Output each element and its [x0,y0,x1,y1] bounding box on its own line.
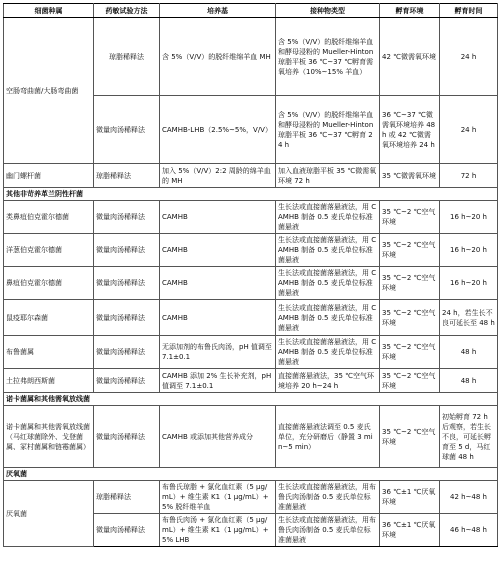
inoculum-cell: 生长法或直接菌落悬液法，用 CAMHB 制备 0.5 麦氏单位标准菌悬液 [276,336,380,369]
header-cell: 接种物类型 [276,4,380,18]
time-cell: 24 h [440,18,498,96]
inoculum-cell: 生长法或直接菌落悬液法，用 CAMHB 制备 0.5 麦氏单位标准菌悬液 [276,300,380,336]
table-row [4,300,498,336]
atmosphere-cell: 35 ℃~2 ℃空气环境 [380,234,440,267]
medium-cell: 布鲁氏肉汤 + 氯化血红素（5 μg/mL）+ 维生素 K1（1 μg/mL）+ 5% LHB [160,514,276,547]
time-cell: 42 h~48 h [440,481,498,514]
medium-cell: 加入 5%（V/V）2:2 周龄的绵羊血的 MH [160,164,276,188]
inoculum-cell: 生长法或直接菌落悬液法，用 CAMHB 制备 0.5 麦氏单位标准菌悬液 [276,201,380,234]
organism-cell: 土拉弗朗西斯菌 [4,369,94,393]
table-row [4,406,498,468]
time-cell: 46 h~48 h [440,514,498,547]
time-cell: 48 h [440,336,498,369]
table-row [4,234,498,267]
header-cell: 孵育环境 [380,4,440,18]
medium-cell: CAMHB 或添加其他营养成分 [160,406,276,468]
atmosphere-cell: 36 ℃~37 ℃微需氧环境培养 48 h 或 42 ℃微需氧环境培养 24 h [380,96,440,164]
document-page [0,3,500,578]
section-row [4,468,498,481]
organism-cell: 鼠疫耶尔森菌 [4,300,94,336]
section-title: 厌氧菌 [4,468,498,481]
medium-cell: 含 5%（V/V）的脱纤维绵羊血 MH [160,18,276,96]
inoculum-cell: 直接菌落悬液法，35 ℃空气环境培养 20 h~24 h [276,369,380,393]
atmosphere-cell: 42 ℃微需氧环境 [380,18,440,96]
medium-cell: CAMHB-LHB（2.5%~5%，V/V） [160,96,276,164]
atmosphere-cell: 35 ℃~2 ℃空气环境 [380,267,440,300]
method-cell: 微量肉汤稀释法 [94,300,160,336]
table-row [4,481,498,514]
method-cell: 微量肉汤稀释法 [94,96,160,164]
medium-cell: CAMHB [160,300,276,336]
time-cell: 16 h~20 h [440,267,498,300]
inoculum-cell: 生长法或直接菌落悬液法，用布鲁氏肉汤制备 0.5 麦氏单位标准菌悬液 [276,514,380,547]
inoculum-cell: 生长法或直接菌落悬液法，用 CAMHB 制备 0.5 麦氏单位标准菌悬液 [276,267,380,300]
header-cell: 药敏试验方法 [94,4,160,18]
section-title: 诺卡菌属和其他需氧放线菌 [4,393,498,406]
table-row [4,18,498,96]
organism-cell: 类鼻疽伯克霍尔德菌 [4,201,94,234]
method-cell: 琼脂稀释法 [94,481,160,514]
inoculum-cell: 加入血液琼脂平板 35 ℃微需氧环境 72 h [276,164,380,188]
time-cell: 72 h [440,164,498,188]
organism-cell: 幽门螺杆菌 [4,164,94,188]
section-row [4,393,498,406]
method-cell: 微量肉汤稀释法 [94,201,160,234]
inoculum-cell: 含 5%（V/V）的脱纤维绵羊血和酵母浸粉的 Mueller-Hinton 琼脂平板 36 ℃~37 ℃孵育需氧培养（10%~15% 羊血） [276,18,380,96]
atmosphere-cell: 35 ℃~2 ℃空气环境 [380,406,440,468]
atmosphere-cell: 36 ℃±1 ℃厌氧环境 [380,481,440,514]
table-header-row [4,4,498,18]
section-title: 其他非苛养革兰阴性杆菌 [4,188,498,201]
medium-cell: CAMHB [160,201,276,234]
atmosphere-cell: 35 ℃~2 ℃空气环境 [380,300,440,336]
method-cell: 微量肉汤稀释法 [94,406,160,468]
header-cell: 细菌种属 [4,4,94,18]
header-cell: 孵育时间 [440,4,498,18]
method-cell: 微量肉汤稀释法 [94,267,160,300]
medium-cell: CAMHB [160,234,276,267]
table-row [4,201,498,234]
method-cell: 琼脂稀释法 [94,164,160,188]
table-row [4,336,498,369]
inoculum-cell: 生长法或直接菌落悬液法，用布鲁氏肉汤制备 0.5 麦氏单位标准菌悬液 [276,481,380,514]
method-cell: 微量肉汤稀释法 [94,514,160,547]
atmosphere-cell: 35 ℃~2 ℃空气环境 [380,336,440,369]
atmosphere-cell: 36 ℃±1 ℃厌氧环境 [380,514,440,547]
time-cell: 24 h，若生长不良可延长至 48 h [440,300,498,336]
atmosphere-cell: 35 ℃~2 ℃空气环境 [380,369,440,393]
method-cell: 微量肉汤稀释法 [94,336,160,369]
organism-cell: 洋葱伯克霍尔德菌 [4,234,94,267]
table-row [4,369,498,393]
inoculum-cell: 直接菌落悬液法调至 0.5 麦氏单位，充分研磨后（静置 3 min~5 min） [276,406,380,468]
organism-cell: 诺卡菌属和其他需氧放线菌（马红球菌除外、戈登菌属、冢村菌属和链霉菌属） [4,406,94,468]
organism-cell: 厌氧菌 [4,481,94,547]
organism-cell: 布鲁菌属 [4,336,94,369]
table-row [4,267,498,300]
organism-cell: 空肠弯曲菌/大肠弯曲菌 [4,18,94,164]
medium-cell: 无添加剂的布鲁氏肉汤，pH 值调至 7.1±0.1 [160,336,276,369]
susceptibility-table [3,3,498,547]
inoculum-cell: 含 5%（V/V）的脱纤维绵羊血和酵母浸粉的 Mueller-Hinton 琼脂平板 36 ℃~37 ℃孵育 24 h [276,96,380,164]
method-cell: 微量肉汤稀释法 [94,369,160,393]
time-cell: 初始孵育 72 h 后观察，若生长不良，可延长孵育至 5 d，马红球菌 48 h [440,406,498,468]
method-cell: 微量肉汤稀释法 [94,234,160,267]
medium-cell: CAMHB 添加 2% 生长补充剂，pH 值调至 7.1±0.1 [160,369,276,393]
time-cell: 16 h~20 h [440,234,498,267]
organism-cell: 鼻疽伯克霍尔德菌 [4,267,94,300]
time-cell: 24 h [440,96,498,164]
atmosphere-cell: 35 ℃~2 ℃空气环境 [380,201,440,234]
time-cell: 48 h [440,369,498,393]
header-cell: 培养基 [160,4,276,18]
time-cell: 16 h~20 h [440,201,498,234]
atmosphere-cell: 35 ℃微需氧环境 [380,164,440,188]
method-cell: 琼脂稀释法 [94,18,160,96]
medium-cell: CAMHB [160,267,276,300]
inoculum-cell: 生长法或直接菌落悬液法，用 CAMHB 制备 0.5 麦氏单位标准菌悬液 [276,234,380,267]
table-row [4,164,498,188]
medium-cell: 布鲁氏琼脂 + 氯化血红素（5 μg/mL）+ 维生素 K1（1 μg/mL）+ 5% 脱纤维羊血 [160,481,276,514]
section-row [4,188,498,201]
